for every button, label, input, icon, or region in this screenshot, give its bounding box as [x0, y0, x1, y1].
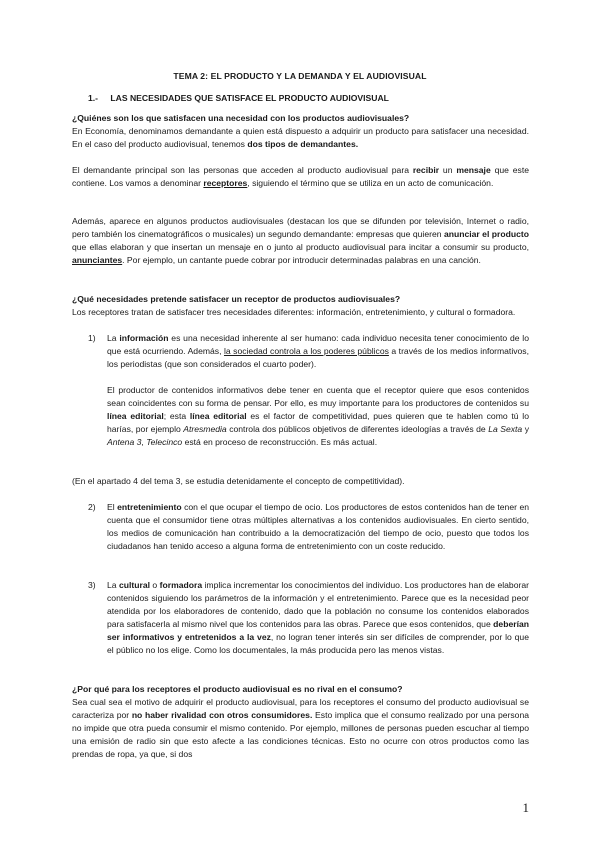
- list-number-2: 2): [88, 502, 96, 512]
- paragraph-note: (En el apartado 4 del tema 3, se estudia detenidamente el concepto de competitividad).: [72, 476, 405, 486]
- paragraph-no-rival: Sea cual sea el motivo de adquirir el producto audiovisual, para los receptores el consumo del producto audiovisual se caracteriza por no haber rivalidad con otros consumidores. Esto implica que el consumo realizado por una persona no impide que otra pueda consumir el mismo contenido. Por ejemplo, millones de personas pueden escuchar al tiempo una emisión de radio sin que esto afecte a las condiciones técnicas. Esto no ocurre con otros productos como las prendas de ropa, ya que, si dos: [72, 697, 530, 759]
- paragraph-anunciantes: Además, aparece en algunos productos audiovisuales (destacan los que se difunden por televisión, Internet o radio, pero también los cinematográficos o musicales) un segundo demandante: empresas que quieren anunciar el producto que ellas elaboran y que insertan un mensaje en o junto al producto audiovisual para incitar a consumir su producto, anunciantes. Por ejemplo, un cantante puede cobrar por introducir determinadas palabras en una canción.: [72, 216, 529, 265]
- page-number: 1: [522, 800, 529, 815]
- list-item-cultural: La cultural o formadora implica incrementar los conocimientos del individuo. Los productores han de elaborar contenidos siguiendo los parámetros de la información y el entretenimiento. Parece que es la necesidad peor atendida por los elaboradores de contenido, dado que la población no consume los contenidos elaborados para satisfacerla al mismo nivel que los contenidos para las obras. Parece que esos contenidos, que deberían ser informativos y entretenidos a la vez, no logran tener interés sin ser difíciles de comprender, por lo que el público no los elige. Como los documentales, la más producida pero las menos vistas.: [107, 580, 529, 655]
- paragraph-receptores: El demandante principal son las personas que acceden al producto audiovisual para recibir un mensaje que este contiene. Los vamos a denominar receptores, siguiendo el término que se utiliza en un acto de comunicación.: [72, 165, 529, 188]
- section-heading: [88, 93, 389, 103]
- list-item-informacion: La información es una necesidad inherente al ser humano: cada individuo necesita tener conocimiento de lo que está ocurriendo. Además, la sociedad controla a los poderes públicos a través de los medios informativos, los periodistas (que son considerados el cuarto poder).: [107, 333, 529, 369]
- paragraph-demandante: En Economía, denominamos demandante a quien está dispuesto a adquirir un producto para satisfacer una necesidad. En el caso del producto audiovisual, tenemos dos tipos de demandantes.: [72, 126, 529, 149]
- list-number-1: 1): [88, 333, 96, 343]
- section-number: 1.-: [88, 93, 99, 103]
- paragraph-linea-editorial: El productor de contenidos informativos debe tener en cuenta que el receptor quiere que esos contenidos sean coincidentes con su forma de pensar. Por ello, es muy importante para los productores de contenidos su línea editorial; esta línea editorial es el factor de competitividad, pues quieren que te hablen como tú lo harías, por ejemplo Atresmedia controla dos públicos objetivos de diferentes ideologías a través de La Sexta y Antena 3, Telecinco está en proceso de reconstrucción. Es más actual.: [107, 385, 530, 447]
- question-no-rival: ¿Por qué para los receptores el producto audiovisual es no rival en el consumo?: [72, 684, 403, 694]
- question-who: ¿Quiénes son los que satisfacen una necesidad con los productos audiovisuales?: [72, 113, 410, 123]
- question-needs: ¿Qué necesidades pretende satisfacer un receptor de productos audiovisuales?: [72, 294, 401, 304]
- document-title: TEMA 2: EL PRODUCTO Y LA DEMANDA Y EL AUDIOVISUAL: [173, 71, 427, 81]
- list-number-3: 3): [88, 580, 96, 590]
- section-title: LAS NECESIDADES QUE SATISFACE EL PRODUCTO AUDIOVISUAL: [110, 93, 389, 103]
- paragraph-needs-intro: Los receptores tratan de satisfacer tres necesidades diferentes: información, entretenimiento, y cultural o formadora.: [72, 307, 516, 317]
- list-item-entretenimiento: El entretenimiento con el que ocupar el tiempo de ocio. Los productores de estos contenidos han de tener en cuenta que el consumidor tiene otras múltiples alternativas a los contenidos audiovisuales. En cierto sentido, los medios de comunicación han contribuido a la democratización del tiempo de ocio, puesto que todos los ciudadanos han tenido acceso a alguna forma de entretenimiento con un coste reducido.: [107, 502, 530, 551]
